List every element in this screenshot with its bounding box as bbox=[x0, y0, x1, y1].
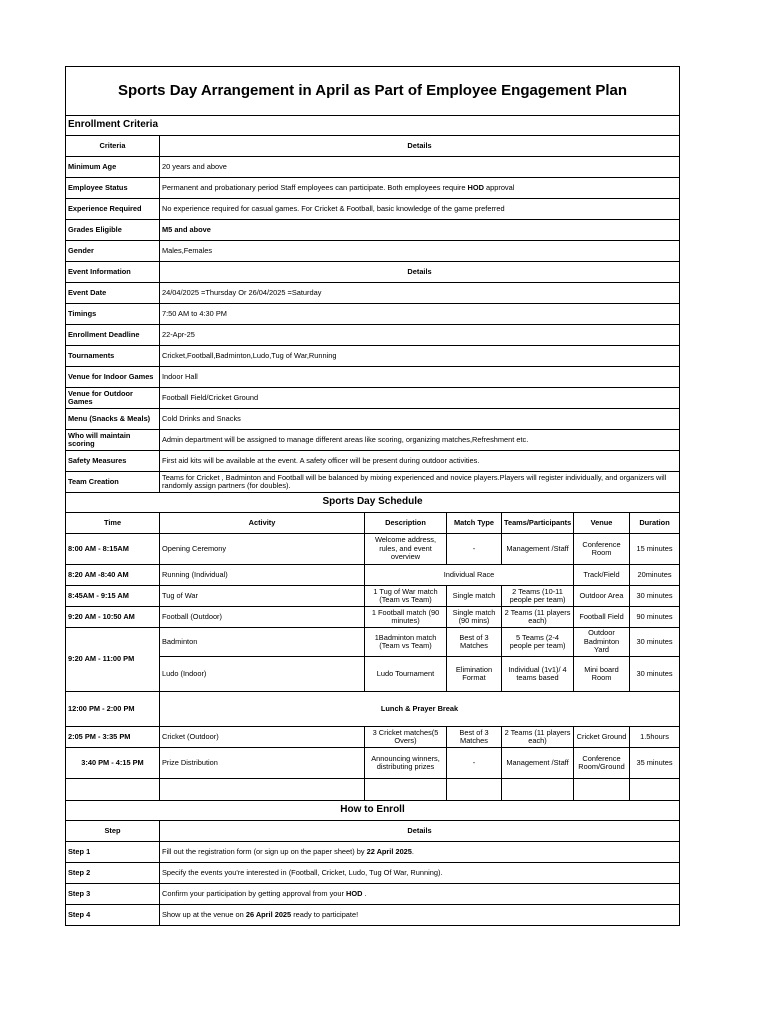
event-value: Cricket,Football,Badminton,Ludo,Tug of War,Running bbox=[160, 346, 680, 367]
criteria-label: Employee Status bbox=[66, 178, 160, 199]
step-emphasis: 22 April 2025 bbox=[366, 846, 412, 856]
criteria-label: Grades Eligible bbox=[66, 220, 160, 241]
schedule-match-type: Best of 3 Matches bbox=[447, 727, 502, 748]
step-text: Show up at the venue on bbox=[162, 909, 246, 919]
document-sheet bbox=[65, 66, 679, 926]
schedule-match-type: Single match (90 mins) bbox=[447, 607, 502, 628]
schedule-description: 1Badminton match (Team vs Team) bbox=[365, 628, 447, 657]
event-label: Venue for Indoor Games bbox=[66, 367, 160, 388]
event-label: Menu (Snacks & Meals) bbox=[66, 409, 160, 430]
schedule-activity: Ludo (Indoor) bbox=[160, 657, 365, 692]
criteria-value bbox=[160, 178, 680, 199]
criteria-value: 20 years and above bbox=[160, 157, 680, 178]
schedule-row bbox=[66, 565, 680, 586]
schedule-description: Welcome address, rules, and event overview bbox=[365, 534, 447, 565]
criteria-value: Males,Females bbox=[160, 241, 680, 262]
schedule-activity: Tug of War bbox=[160, 586, 365, 607]
empty-cell bbox=[160, 779, 365, 801]
schedule-time: 9:20 AM - 11:00 PM bbox=[66, 628, 160, 692]
schedule-row bbox=[66, 534, 680, 565]
schedule-description: Ludo Tournament bbox=[365, 657, 447, 692]
event-value: 22-Apr-25 bbox=[160, 325, 680, 346]
schedule-description: 1 Tug of War match (Team vs Team) bbox=[365, 586, 447, 607]
schedule-duration: 30 minutes bbox=[630, 586, 680, 607]
schedule-activity: Opening Ceremony bbox=[160, 534, 365, 565]
step-details-header: Details bbox=[160, 821, 680, 842]
schedule-time: 9:20 AM - 10:50 AM bbox=[66, 607, 160, 628]
criteria-label: Experience Required bbox=[66, 199, 160, 220]
page-title: Sports Day Arrangement in April as Part of Employee Engagement Plan bbox=[66, 67, 680, 116]
schedule-venue: Outdoor Area bbox=[574, 586, 630, 607]
step-details bbox=[160, 842, 680, 863]
criteria-value-text: Permanent and probationary period Staff employees can participate. Both employees require bbox=[162, 182, 468, 192]
schedule-duration: 1.5hours bbox=[630, 727, 680, 748]
schedule-description: Announcing winners, distributing prizes bbox=[365, 748, 447, 779]
schedule-match-type: - bbox=[447, 534, 502, 565]
step-label: Step 1 bbox=[66, 842, 160, 863]
schedule-venue: Track/Field bbox=[574, 565, 630, 586]
step-details bbox=[160, 884, 680, 905]
schedule-duration: 30 minutes bbox=[630, 657, 680, 692]
schedule-teams: Individual (1v1)/ 4 teams based bbox=[502, 657, 574, 692]
event-info-label: Event Information bbox=[66, 262, 160, 283]
schedule-header-description: Description bbox=[365, 513, 447, 534]
empty-cell bbox=[447, 779, 502, 801]
schedule-teams: Management /Staff bbox=[502, 534, 574, 565]
schedule-description: 1 Football match (90 minutes) bbox=[365, 607, 447, 628]
schedule-teams: 5 Teams (2-4 people per team) bbox=[502, 628, 574, 657]
schedule-header-duration: Duration bbox=[630, 513, 680, 534]
schedule-activity: Football (Outdoor) bbox=[160, 607, 365, 628]
schedule-header-match-type: Match Type bbox=[447, 513, 502, 534]
schedule-duration: 15 minutes bbox=[630, 534, 680, 565]
schedule-match-type: Elimination Format bbox=[447, 657, 502, 692]
sports-day-table bbox=[65, 66, 680, 926]
schedule-header-time: Time bbox=[66, 513, 160, 534]
event-label: Tournaments bbox=[66, 346, 160, 367]
empty-cell bbox=[630, 779, 680, 801]
event-value: 7:50 AM to 4:30 PM bbox=[160, 304, 680, 325]
schedule-row bbox=[66, 586, 680, 607]
schedule-teams: 2 Teams (11 players each) bbox=[502, 607, 574, 628]
step-header: Step bbox=[66, 821, 160, 842]
empty-cell bbox=[574, 779, 630, 801]
lunch-break: Lunch & Prayer Break bbox=[160, 692, 680, 727]
event-value: Cold Drinks and Snacks bbox=[160, 409, 680, 430]
step-details bbox=[160, 863, 680, 884]
schedule-time: 12:00 PM - 2:00 PM bbox=[66, 692, 160, 727]
event-label: Who will maintain scoring bbox=[66, 430, 160, 451]
criteria-value: No experience required for casual games. For Cricket & Football, basic knowledge of the game preferred bbox=[160, 199, 680, 220]
schedule-description: 3 Cricket matches(5 Overs) bbox=[365, 727, 447, 748]
schedule-duration: 20minutes bbox=[630, 565, 680, 586]
step-text: ready to participate! bbox=[291, 909, 359, 919]
schedule-venue: Mini board Room bbox=[574, 657, 630, 692]
schedule-activity: Prize Distribution bbox=[160, 748, 365, 779]
schedule-time: 8:00 AM - 8:15AM bbox=[66, 534, 160, 565]
schedule-row bbox=[66, 748, 680, 779]
event-label: Safety Measures bbox=[66, 451, 160, 472]
schedule-section-title: Sports Day Schedule bbox=[66, 493, 680, 513]
empty-cell bbox=[365, 779, 447, 801]
schedule-venue: Outdoor Badminton Yard bbox=[574, 628, 630, 657]
schedule-row bbox=[66, 628, 680, 657]
schedule-row bbox=[66, 607, 680, 628]
criteria-label: Gender bbox=[66, 241, 160, 262]
event-label: Enrollment Deadline bbox=[66, 325, 160, 346]
schedule-duration: 30 minutes bbox=[630, 628, 680, 657]
empty-row bbox=[66, 779, 680, 801]
schedule-venue: Cricket Ground bbox=[574, 727, 630, 748]
step-text: Confirm your participation by getting approval from your bbox=[162, 888, 347, 898]
criteria-value: M5 and above bbox=[160, 220, 680, 241]
schedule-teams: 2 Teams (10-11 people per team) bbox=[502, 586, 574, 607]
schedule-activity: Cricket (Outdoor) bbox=[160, 727, 365, 748]
event-label: Venue for Outdoor Games bbox=[66, 388, 160, 409]
criteria-header: Criteria bbox=[66, 136, 160, 157]
schedule-row bbox=[66, 727, 680, 748]
step-emphasis: HOD bbox=[346, 888, 363, 898]
step-label: Step 3 bbox=[66, 884, 160, 905]
event-label: Timings bbox=[66, 304, 160, 325]
schedule-match-type: - bbox=[447, 748, 502, 779]
event-value: Football Field/Cricket Ground bbox=[160, 388, 680, 409]
schedule-time: 2:05 PM - 3:35 PM bbox=[66, 727, 160, 748]
step-text: Specify the events you're interested in (Football, Cricket, Ludo, Tug Of War, Running). bbox=[162, 867, 443, 877]
step-text: . bbox=[411, 846, 414, 856]
schedule-match-type: Single match bbox=[447, 586, 502, 607]
step-text: Fill out the registration form (or sign up on the paper sheet) by bbox=[162, 846, 367, 856]
event-label: Event Date bbox=[66, 283, 160, 304]
schedule-header-teams: Teams/Participants bbox=[502, 513, 574, 534]
event-info-details-header: Details bbox=[160, 262, 680, 283]
step-label: Step 4 bbox=[66, 905, 160, 926]
event-value: Indoor Hall bbox=[160, 367, 680, 388]
schedule-venue: Football Field bbox=[574, 607, 630, 628]
event-value: 24/04/2025 =Thursday Or 26/04/2025 =Saturday bbox=[160, 283, 680, 304]
schedule-merged-description: Individual Race bbox=[365, 565, 574, 586]
schedule-row bbox=[66, 692, 680, 727]
schedule-match-type: Best of 3 Matches bbox=[447, 628, 502, 657]
hod-emphasis: HOD bbox=[467, 182, 484, 192]
step-details bbox=[160, 905, 680, 926]
step-emphasis: 26 April 2025 bbox=[245, 909, 292, 919]
event-label: Team Creation bbox=[66, 472, 160, 493]
schedule-time: 8:45AM - 9:15 AM bbox=[66, 586, 160, 607]
schedule-activity: Badminton bbox=[160, 628, 365, 657]
empty-cell bbox=[66, 779, 160, 801]
enroll-section-title: How to Enroll bbox=[66, 801, 680, 821]
details-header: Details bbox=[160, 136, 680, 157]
schedule-time: 3:40 PM - 4:15 PM bbox=[66, 748, 160, 779]
step-text: . bbox=[362, 888, 367, 898]
schedule-header-activity: Activity bbox=[160, 513, 365, 534]
schedule-venue: Conference Room bbox=[574, 534, 630, 565]
schedule-venue: Conference Room/Ground bbox=[574, 748, 630, 779]
schedule-teams: Management /Staff bbox=[502, 748, 574, 779]
schedule-time: 8:20 AM -8:40 AM bbox=[66, 565, 160, 586]
event-value: Admin department will be assigned to manage different areas like scoring, organizing matches,Refreshment etc. bbox=[160, 430, 680, 451]
enrollment-section-title: Enrollment Criteria bbox=[66, 116, 680, 136]
criteria-value-text: approval bbox=[483, 182, 515, 192]
schedule-duration: 35 minutes bbox=[630, 748, 680, 779]
schedule-header-venue: Venue bbox=[574, 513, 630, 534]
step-label: Step 2 bbox=[66, 863, 160, 884]
empty-cell bbox=[502, 779, 574, 801]
event-value: First aid kits will be available at the event. A safety officer will be present during outdoor activities. bbox=[160, 451, 680, 472]
criteria-label: Minimum Age bbox=[66, 157, 160, 178]
event-value: Teams for Cricket , Badminton and Football will be balanced by mixing experienced and novice players.Players will register individually, and organizers will randomly assign partners (for doubles). bbox=[160, 472, 680, 493]
schedule-duration: 90 minutes bbox=[630, 607, 680, 628]
schedule-activity: Running (Individual) bbox=[160, 565, 365, 586]
schedule-teams: 2 Teams (11 players each) bbox=[502, 727, 574, 748]
